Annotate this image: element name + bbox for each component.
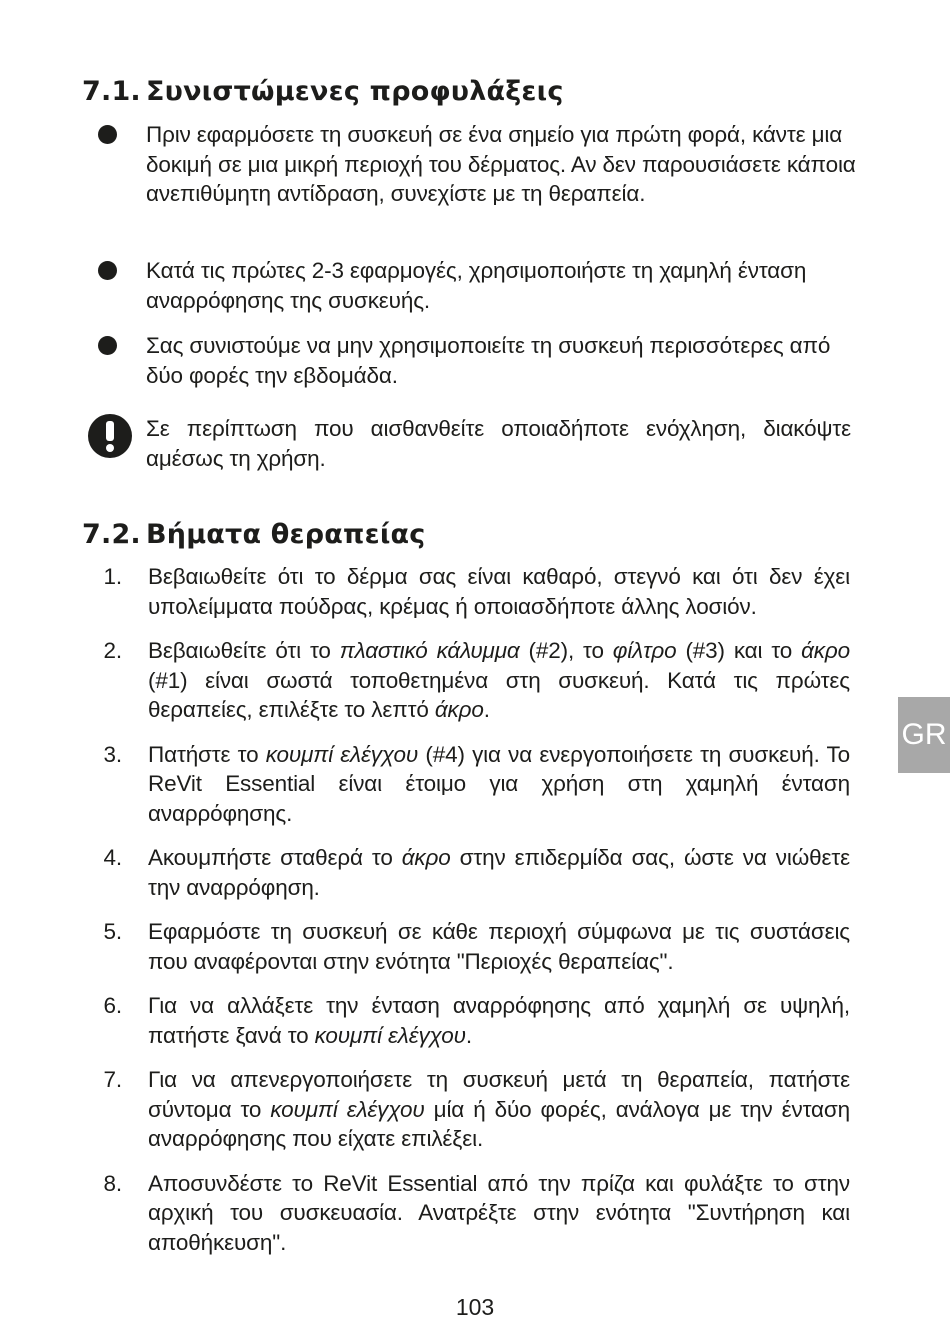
bullet-item <box>98 256 878 315</box>
list-item <box>82 562 872 621</box>
page-number: 103 <box>455 1294 495 1320</box>
bullet-icon <box>98 261 117 280</box>
step-text: Βεβαιωθείτε ότι το πλαστικό κάλυμμα (#2), το φίλτρο (#3) και το άκρο (#1) είναι σωστά τοποθετημένα στη συσκευή. Κατά τις πρώτες θεραπείες, επιλέξτε το λεπτό άκρο. <box>148 638 850 722</box>
warning-note <box>88 414 858 473</box>
list-item <box>82 636 872 725</box>
bullet-icon <box>98 336 117 355</box>
list-item <box>82 740 872 829</box>
section-heading-precautions <box>82 76 564 107</box>
step-number: 6. <box>103 993 122 1018</box>
step-number: 5. <box>103 919 122 944</box>
section-title: Συνιστώμενες προφυλάξεις <box>146 76 564 107</box>
step-number: 1. <box>103 564 122 589</box>
step-text: Εφαρμόστε τη συσκευή σε κάθε περιοχή σύμφωνα με τις συστάσεις που αναφέρονται στην ενότητα "Περιοχές θεραπείας". <box>148 919 850 974</box>
section-title: Βήματα θεραπείας <box>146 519 426 550</box>
list-item <box>82 1065 872 1154</box>
bullet-text: Κατά τις πρώτες 2-3 εφαρμογές, χρησιμοποιήστε τη χαμηλή ένταση αναρρόφησης της συσκευής. <box>146 258 807 313</box>
section-number: 7.1. <box>82 76 141 107</box>
step-number: 8. <box>103 1170 122 1196</box>
step-text: Βεβαιωθείτε ότι το δέρμα σας είναι καθαρό, στεγνό και ότι δεν έχει υπολείμματα πούδρας, κρέμας ή οποιασδήποτε άλλης λοσιόν. <box>148 564 850 619</box>
bullet-text: Πριν εφαρμόσετε τη συσκευή σε ένα σημείο για πρώτη φορά, κάντε μια δοκιμή σε μια μικρή περιοχή του δέρματος. Αν δεν παρουσιάσετε κάποια ανεπιθύμητη αντίδραση, συνεχίστε με τη θεραπεία. <box>146 122 856 206</box>
list-item <box>82 991 872 1050</box>
warning-text: Σε περίπτωση που αισθανθείτε οποιαδήποτε ενόχληση, διακόψτε αμέσως τη χρήση. <box>146 416 851 471</box>
bullet-icon <box>98 125 117 144</box>
list-item <box>82 843 872 902</box>
step-number: 2. <box>103 638 122 663</box>
treatment-steps-list <box>82 562 872 1257</box>
list-item <box>82 917 872 976</box>
step-text: Ακουμπήστε σταθερά το άκρο στην επιδερμίδα σας, ώστε να νιώθετε την αναρρόφηση. <box>148 845 850 900</box>
bullet-item <box>98 120 878 209</box>
step-text: Αποσυνδέστε το ReVit Essential από την πρίζα και φυλάξτε το στην αρχική του συσκευασία. Ανατρέξτε στην ενότητα "Συντήρηση και αποθήκευση". <box>148 1170 850 1255</box>
step-text: Πατήστε το κουμπί ελέγχου (#4) για να ενεργοποιήσετε τη συσκευή. Το ReVit Essential είναι έτοιμο για χρήση στη χαμηλή ένταση αναρρόφησης. <box>148 741 850 826</box>
list-item <box>82 1169 872 1258</box>
section-number: 7.2. <box>82 519 141 550</box>
language-tab: GR <box>898 697 950 773</box>
step-number: 4. <box>103 845 122 870</box>
step-text: Για να αλλάξετε την ένταση αναρρόφησης από χαμηλή σε υψηλή, πατήστε ξανά το κουμπί ελέγχου. <box>148 993 850 1048</box>
bullet-item <box>98 331 878 390</box>
step-number: 3. <box>103 741 122 767</box>
section-heading-treatment-steps <box>82 519 426 550</box>
bullet-text: Σας συνιστούμε να μην χρησιμοποιείτε τη συσκευή περισσότερες από δύο φορές την εβδομάδα. <box>146 333 831 388</box>
step-text: Για να απενεργοποιήσετε τη συσκευή μετά τη θεραπεία, πατήστε σύντομα το κουμπί ελέγχου μία ή δύο φορές, ανάλογα με την ένταση αναρρόφησης που είχατε επιλέξει. <box>148 1067 850 1151</box>
exclamation-icon <box>88 414 132 458</box>
step-number: 7. <box>103 1067 122 1092</box>
